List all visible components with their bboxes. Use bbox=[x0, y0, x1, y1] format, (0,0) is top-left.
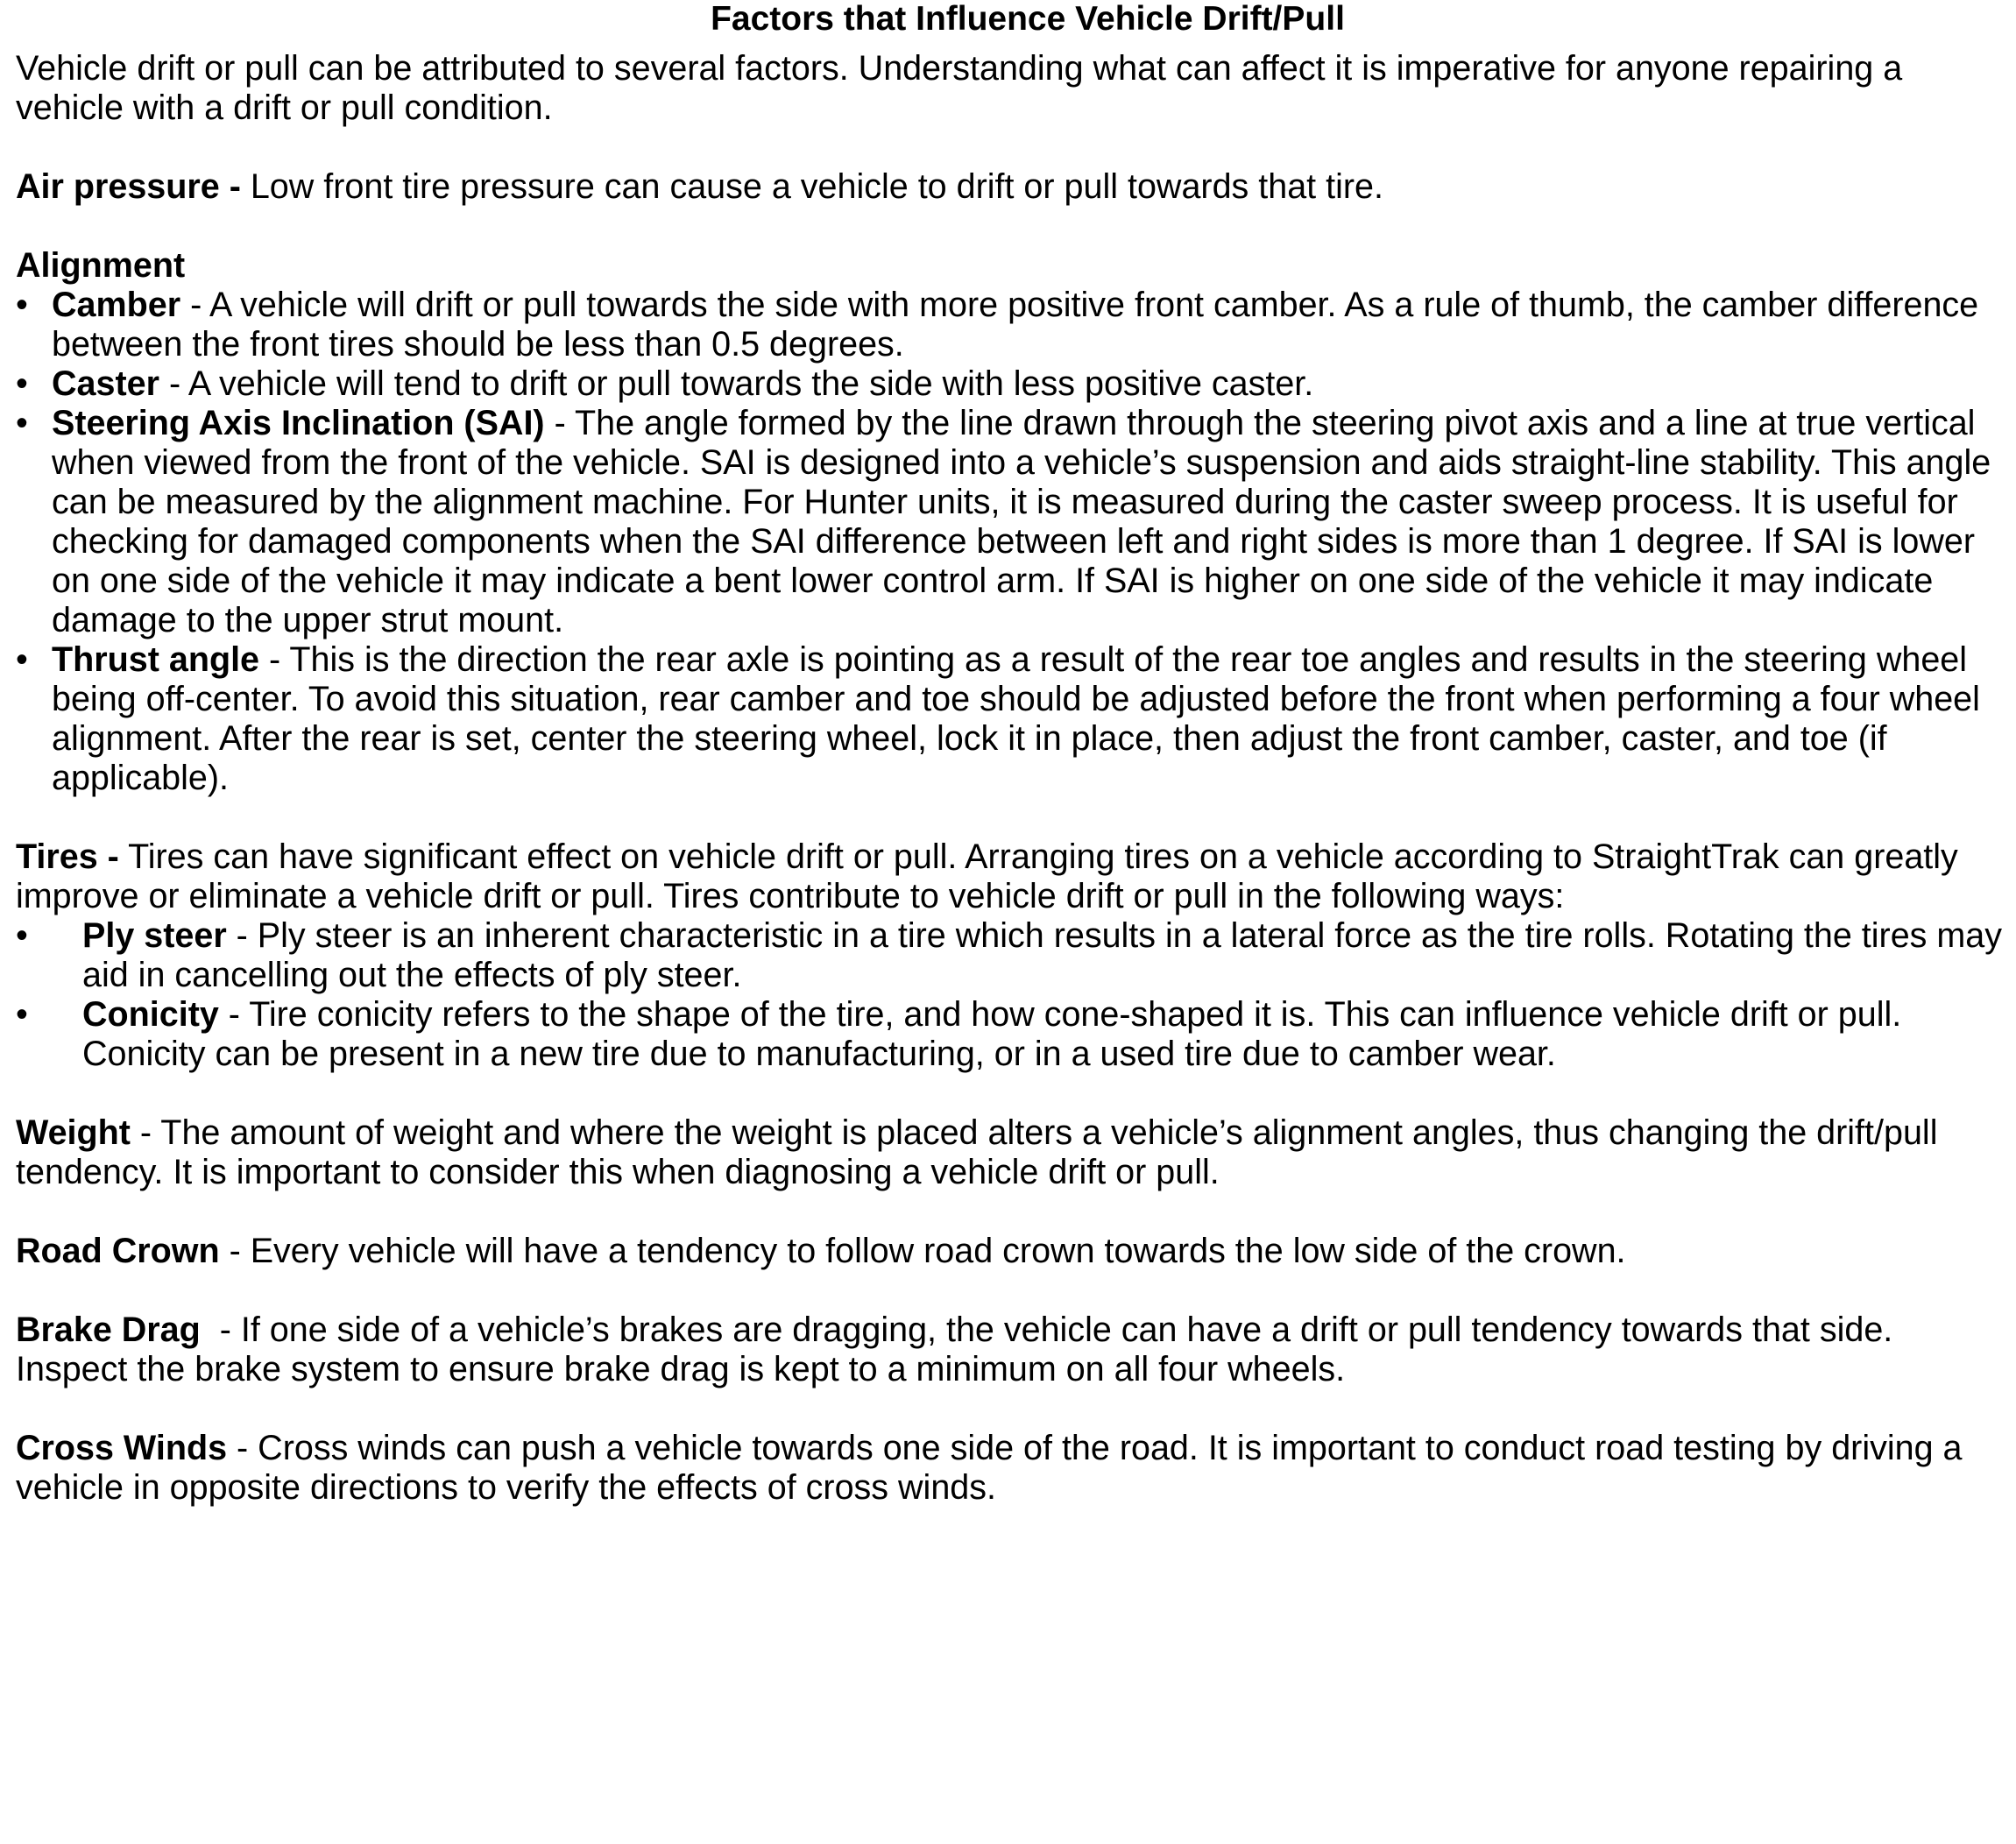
ply-steer-text: - Ply steer is an inherent characteristic in a tire which results in a lateral force as the tire rolls. Rotating the tires may aid in cancelling out the effects of ply steer. bbox=[82, 916, 2003, 994]
tires-list bbox=[16, 916, 2005, 1074]
bullet-icon: • bbox=[16, 286, 28, 324]
sai-term: Steering Axis Inclination (SAI) bbox=[52, 404, 545, 442]
document-page bbox=[16, 0, 2005, 1508]
brake-drag-term: Brake Drag bbox=[16, 1311, 201, 1349]
weight-paragraph bbox=[16, 1113, 2005, 1192]
cross-winds-paragraph bbox=[16, 1429, 2005, 1508]
air-pressure-paragraph bbox=[16, 167, 2005, 207]
sai-text: - The angle formed by the line drawn through the steering pivot axis and a line at true vertical when viewed from the front of the vehicle. SAI is designed into a vehicle’s suspension and aids straight-line stability. This angle can be measured by the alignment machine. For Hunter units, it is measured during the caster sweep process. It is useful for checking for damaged components when the SAI difference between left and right sides is more than 1 degree. If SAI is lower on one side of the vehicle it may indicate a bent lower control arm. If SAI is higher on one side of the vehicle it may indicate damage to the upper strut mount. bbox=[52, 404, 1991, 639]
list-item bbox=[16, 640, 2005, 798]
thrust-angle-term: Thrust angle bbox=[52, 640, 260, 679]
ply-steer-term: Ply steer bbox=[82, 916, 227, 955]
bullet-icon: • bbox=[16, 364, 28, 403]
camber-term: Camber bbox=[52, 286, 181, 324]
alignment-heading: Alignment bbox=[16, 246, 186, 285]
road-crown-term: Road Crown bbox=[16, 1232, 220, 1270]
cross-winds-text: - Cross winds can push a vehicle towards one side of the road. It is important to conduct road testing by driving a vehicle in opposite directions to verify the effects of cross winds. bbox=[16, 1429, 1963, 1507]
bullet-icon: • bbox=[16, 995, 28, 1034]
alignment-list bbox=[16, 286, 2005, 798]
camber-text: - A vehicle will drift or pull towards the side with more positive front camber. As a rule of thumb, the camber difference between the front tires should be less than 0.5 degrees. bbox=[52, 286, 1979, 364]
tires-term: Tires - bbox=[16, 837, 119, 876]
list-item bbox=[16, 404, 2005, 640]
weight-term: Weight bbox=[16, 1113, 131, 1152]
road-crown-text: - Every vehicle will have a tendency to follow road crown towards the low side of the crown. bbox=[219, 1232, 1626, 1270]
list-item bbox=[16, 364, 2005, 404]
thrust-angle-text: - This is the direction the rear axle is pointing as a result of the rear toe angles and results in the steering wheel being off-center. To avoid this situation, rear camber and toe should be adjusted before the front when performing a four wheel alignment. After the rear is set, center the steering wheel, lock it in place, then adjust the front camber, caster, and toe (if applicable). bbox=[52, 640, 1980, 797]
tires-paragraph bbox=[16, 837, 2005, 916]
tires-text: Tires can have significant effect on vehicle drift or pull. Arranging tires on a vehicle according to StraightTrak can greatly improve or eliminate a vehicle drift or pull. Tires contribute to vehicle drift or pull in the following ways: bbox=[16, 837, 1958, 915]
caster-term: Caster bbox=[52, 364, 159, 403]
caster-text: - A vehicle will tend to drift or pull towards the side with less positive caster. bbox=[159, 364, 1314, 403]
list-item bbox=[16, 995, 2005, 1074]
bullet-icon: • bbox=[16, 916, 28, 955]
air-pressure-text: Low front tire pressure can cause a vehicle to drift or pull towards that tire. bbox=[240, 167, 1383, 206]
alignment-section bbox=[16, 246, 2005, 798]
conicity-text: - Tire conicity refers to the shape of the tire, and how cone-shaped it is. This can influence vehicle drift or pull. Conicity can be present in a new tire due to manufacturing, or in a used tire due to camber wear. bbox=[82, 995, 1902, 1073]
list-item bbox=[16, 916, 2005, 995]
cross-winds-term: Cross Winds bbox=[16, 1429, 228, 1467]
conicity-term: Conicity bbox=[82, 995, 219, 1034]
tires-section bbox=[16, 837, 2005, 1074]
brake-drag-paragraph bbox=[16, 1311, 2005, 1389]
intro-paragraph: Vehicle drift or pull can be attributed to several factors. Understanding what can affect it is imperative for anyone repairing a vehicle with a drift or pull condition. bbox=[16, 49, 1903, 127]
brake-drag-text: - If one side of a vehicle’s brakes are dragging, the vehicle can have a drift or pull tendency towards that side. Inspect the brake system to ensure brake drag is kept to a minimum on all four wheels. bbox=[16, 1311, 1913, 1388]
air-pressure-term: Air pressure - bbox=[16, 167, 241, 206]
weight-text: - The amount of weight and where the weight is placed alters a vehicle’s alignment angles, thus changing the drift/pull tendency. It is important to consider this when diagnosing a vehicle drift or pull. bbox=[16, 1113, 1938, 1191]
page-title: Factors that Influence Vehicle Drift/Pull bbox=[711, 0, 1345, 38]
list-item bbox=[16, 286, 2005, 364]
road-crown-paragraph bbox=[16, 1232, 2005, 1271]
bullet-icon: • bbox=[16, 640, 28, 679]
bullet-icon: • bbox=[16, 404, 28, 442]
